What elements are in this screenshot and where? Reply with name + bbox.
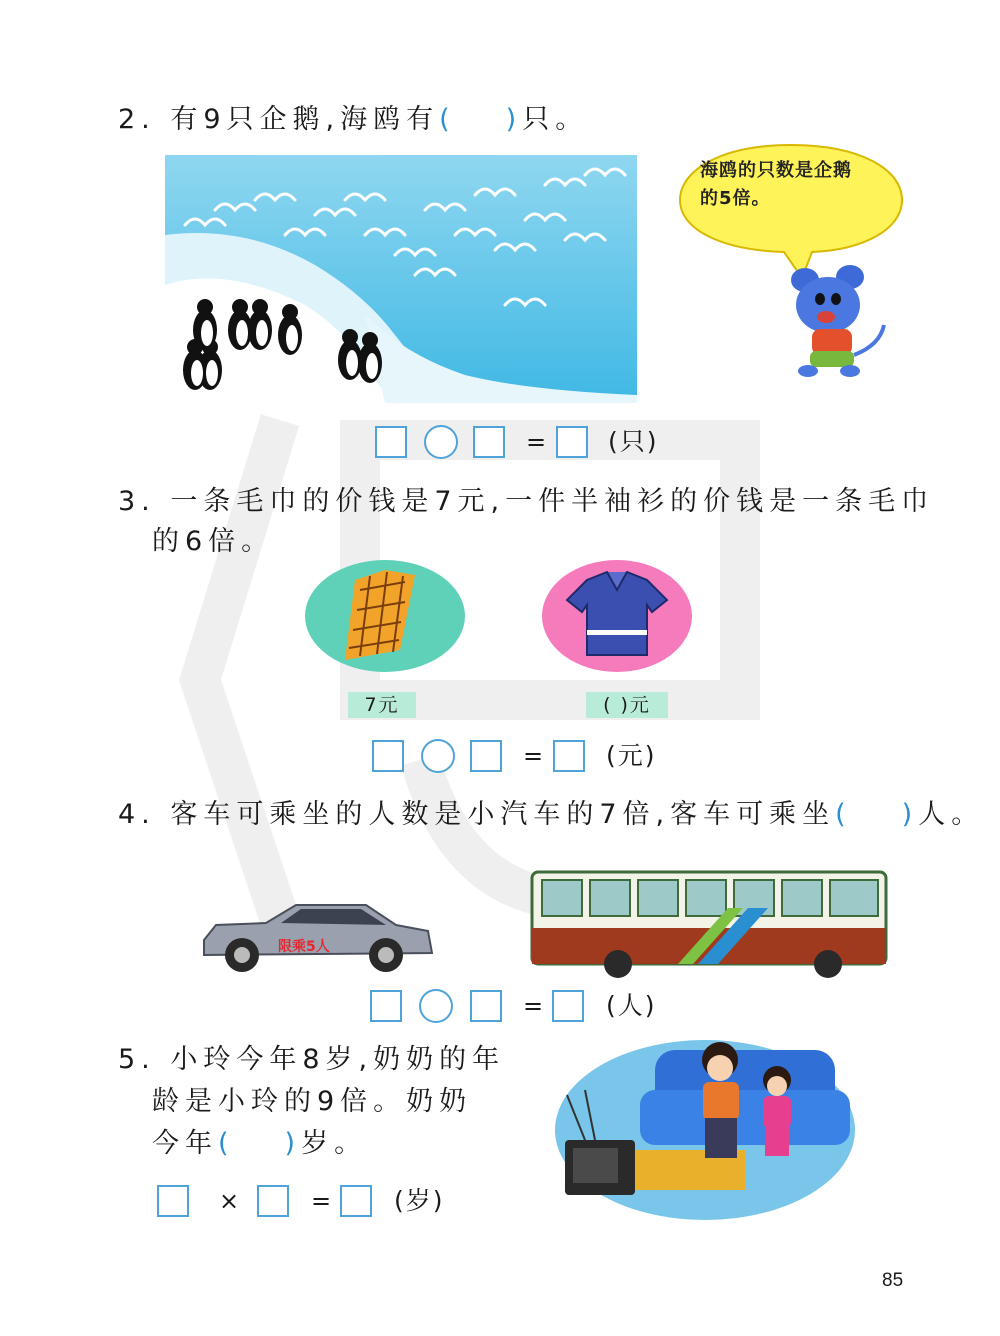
unit-label: (只) bbox=[608, 427, 659, 456]
times-sign: × bbox=[219, 1187, 240, 1215]
unit-label: (岁) bbox=[394, 1186, 445, 1215]
equation-box-1[interactable] bbox=[370, 990, 402, 1022]
equation-box-2[interactable] bbox=[470, 990, 502, 1022]
problem-4-text-before: 客车可乘坐的人数是小汽车的7倍,客车可乘坐 bbox=[170, 799, 836, 830]
problem-5-line-2: 龄是小玲的9倍。奶奶 bbox=[152, 1086, 473, 1117]
unit-label: (元) bbox=[606, 741, 657, 770]
answer-paren-open: ( bbox=[835, 799, 852, 830]
answer-paren-close: ) bbox=[505, 104, 523, 135]
equals-sign: = bbox=[311, 1187, 332, 1215]
problem-5-line-1 bbox=[118, 1040, 505, 1080]
problem-2-text bbox=[118, 100, 588, 140]
car-capacity-label: 限乘5人 bbox=[278, 939, 330, 955]
bubble-line-1: 海鸥的只数是企鹅 bbox=[700, 160, 852, 181]
problem-3-line-1 bbox=[118, 482, 934, 522]
equation-box-2[interactable] bbox=[470, 740, 502, 772]
equation-box-2[interactable] bbox=[257, 1185, 289, 1217]
problem-3-number: 3. bbox=[118, 486, 156, 517]
equation-result-box[interactable] bbox=[340, 1185, 372, 1217]
family-tv-illustration bbox=[555, 1030, 860, 1220]
problem-4-text bbox=[118, 795, 984, 835]
problem-2-text-after: 只。 bbox=[522, 104, 589, 135]
problem-3-line-2: 的6倍。 bbox=[152, 526, 275, 557]
equation-box-1[interactable] bbox=[375, 426, 407, 458]
problem-4-number: 4. bbox=[118, 799, 156, 830]
problem-4-text-after: 人。 bbox=[918, 799, 985, 830]
shirt-price-tag[interactable]: ( )元 bbox=[586, 692, 668, 718]
equals-sign: = bbox=[526, 428, 547, 456]
equation-result-box[interactable] bbox=[553, 740, 585, 772]
problem-3-text: 一条毛巾的价钱是7元,一件半袖衫的价钱是一条毛巾 bbox=[170, 486, 935, 517]
answer-paren-close: ) bbox=[901, 799, 919, 830]
equals-sign: = bbox=[523, 742, 544, 770]
equation-result-box[interactable] bbox=[552, 990, 584, 1022]
answer-paren-open: ( bbox=[439, 104, 456, 135]
problem-2-number: 2. bbox=[118, 104, 156, 135]
mouse-mascot bbox=[780, 265, 890, 380]
scarf-price-tag: 7元 bbox=[348, 692, 416, 718]
equation-box-1[interactable] bbox=[157, 1185, 189, 1217]
unit-label: (人) bbox=[606, 991, 657, 1020]
problem-5-number: 5. bbox=[118, 1044, 156, 1075]
operator-circle[interactable] bbox=[421, 739, 455, 773]
equals-sign: = bbox=[523, 992, 544, 1020]
problem-5-text: 小玲今年8岁,奶奶的年 bbox=[170, 1044, 506, 1075]
answer-paren-open: ( bbox=[218, 1128, 235, 1159]
problem-5-line-3-before: 今年 bbox=[152, 1128, 218, 1159]
operator-circle[interactable] bbox=[419, 989, 453, 1023]
equation-result-box[interactable] bbox=[556, 426, 588, 458]
bus-illustration bbox=[528, 868, 890, 978]
operator-circle[interactable] bbox=[424, 425, 458, 459]
scarf-illustration bbox=[305, 560, 465, 672]
shirt-illustration bbox=[542, 560, 692, 672]
equation-box-2[interactable] bbox=[473, 426, 505, 458]
problem-2-text-before: 有9只企鹅,海鸥有 bbox=[170, 104, 440, 135]
problem-5-line-3 bbox=[152, 1124, 367, 1164]
watermark-graphic bbox=[160, 380, 800, 940]
penguins-seagulls-illustration bbox=[165, 155, 637, 403]
page-number: 85 bbox=[882, 1270, 904, 1291]
problem-5-line-3-after: 岁。 bbox=[301, 1128, 368, 1159]
answer-paren-close: ) bbox=[284, 1128, 302, 1159]
equation-box-1[interactable] bbox=[372, 740, 404, 772]
bubble-line-2: 的5倍。 bbox=[700, 188, 771, 209]
